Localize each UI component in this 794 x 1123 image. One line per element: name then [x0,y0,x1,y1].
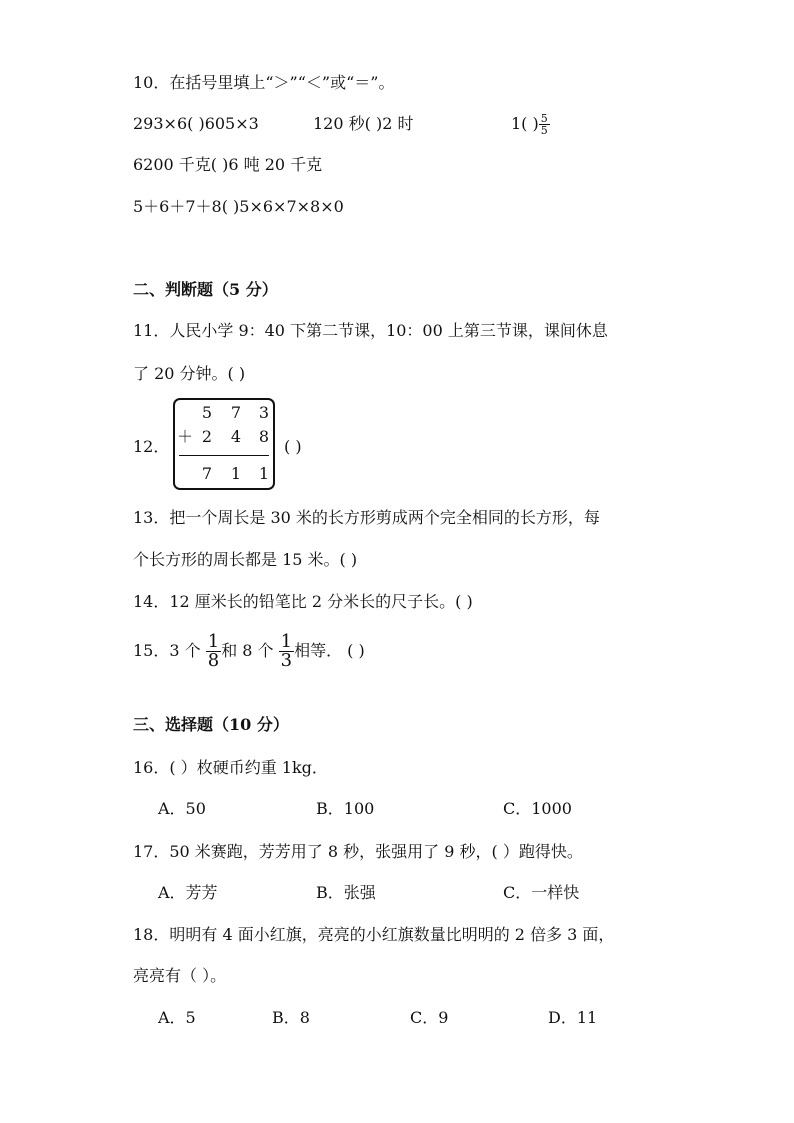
question-10-item-d: 6200 千克( )6 吨 20 千克 [133,155,323,174]
question-17-option-a: A．芳芳 [158,883,218,902]
section-2-title: 二、判断题（5 分） [133,280,278,299]
question-15-post: 相等． ( ) [294,641,365,660]
question-15-mid: 和 8 个 [221,641,274,660]
fraction-denominator: 5 [540,124,548,137]
question-10-item-b: 120 秒( )2 时 [313,114,414,133]
section-3-title: 三、选择题（10 分） [133,715,289,734]
digit: 7 [230,403,242,422]
question-17-stem: 17．50 米赛跑，芳芳用了 8 秒，张强用了 9 秒，( ）跑得快。 [133,842,583,861]
vertical-addition-box [173,398,275,490]
question-10-item-c-text: 1( ) [511,114,539,133]
question-10-item-c [511,113,550,136]
question-18-option-c: C．9 [410,1008,449,1027]
question-18-option-d: D．11 [548,1008,598,1027]
question-13-line-1: 13．把一个周长是 30 米的长方形剪成两个完全相同的长方形，每 [133,508,600,527]
question-12-label: 12． [133,437,170,456]
question-17-option-c: C．一样快 [503,883,580,902]
digit: 5 [201,403,213,422]
sum-line [179,455,269,456]
question-10-item-a: 293×6( )605×3 [133,114,259,133]
question-11-line-2: 了 20 分钟。( ) [133,364,246,383]
question-16-option-a: A．50 [158,799,206,818]
question-11-line-1: 11．人民小学 9：40 下第二节课，10：00 上第三节课，课间休息 [133,321,608,340]
fraction-numerator: 5 [540,112,548,125]
question-18-option-b: B．8 [272,1008,310,1027]
plus-sign: ＋ [176,427,193,446]
digit: 4 [230,427,242,446]
fraction-numerator: 1 [207,631,220,652]
fraction-denominator: 3 [280,650,293,671]
digit: 1 [258,464,270,483]
fraction-five-fifths [539,113,550,136]
digit: 3 [258,403,270,422]
digit: 8 [258,427,270,446]
question-14: 14．12 厘米长的铅笔比 2 分米长的尺子长。( ) [133,592,473,611]
question-15 [133,633,365,670]
digit: 7 [201,464,213,483]
question-17-option-b: B．张强 [316,883,376,902]
question-16-stem: 16．( ）枚硬币约重 1kg． [133,758,328,777]
digit: 1 [230,464,242,483]
question-16-option-b: B．100 [316,799,375,818]
fraction-one-eighth [206,633,221,670]
question-10-item-e: 5＋6＋7＋8( )5×6×7×8×0 [133,197,344,216]
question-10-header: 10．在括号里填上“＞”“＜”或“＝”。 [133,73,395,92]
question-13-line-2: 个长方形的周长都是 15 米。( ) [133,550,358,569]
question-12-answer-paren: ( ) [284,437,302,456]
question-15-pre: 15．3 个 [133,641,201,660]
question-18-option-a: A．5 [158,1008,196,1027]
question-18-line-2: 亮亮有（ ）。 [133,966,227,985]
fraction-denominator: 8 [207,650,220,671]
fraction-one-third [279,633,294,670]
digit: 2 [201,427,213,446]
fraction-numerator: 1 [280,631,293,652]
question-18-line-1: 18．明明有 4 面小红旗，亮亮的小红旗数量比明明的 2 倍多 3 面， [133,925,615,944]
question-16-option-c: C．1000 [503,799,572,818]
